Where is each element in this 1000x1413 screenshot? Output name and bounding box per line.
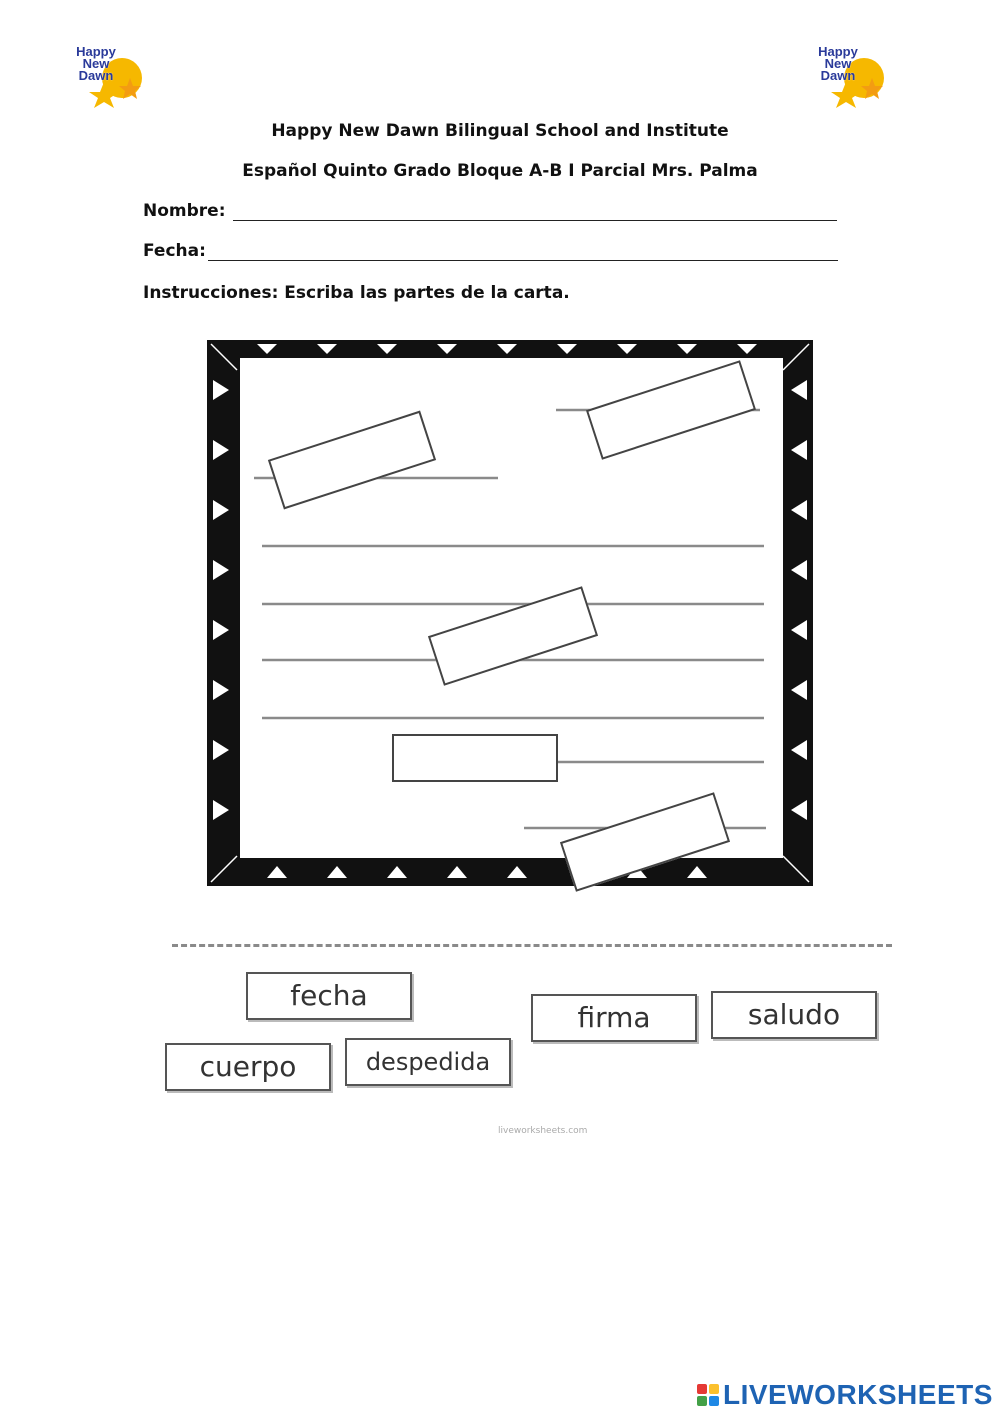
date-line[interactable]: [208, 243, 838, 261]
school-title: Happy New Dawn Bilingual School and Institute: [271, 121, 729, 141]
logo-text-happy: Happy: [76, 44, 116, 59]
word-tile-cuerpo[interactable]: cuerpo: [165, 1043, 331, 1091]
word-tile-saludo[interactable]: saludo: [711, 991, 877, 1039]
liveworksheets-logo-icon: [697, 1384, 719, 1406]
school-logo-right: [806, 42, 886, 112]
letter-frame: [207, 340, 813, 886]
date-label: Fecha:: [143, 241, 206, 261]
logo-text-new: New: [82, 56, 110, 71]
answer-box-4[interactable]: [392, 734, 558, 782]
logo-text-dawn: Dawn: [78, 68, 114, 83]
name-label: Nombre:: [143, 201, 226, 221]
footer-small-text: liveworksheets.com: [498, 1126, 588, 1136]
letter-paper: [240, 358, 783, 858]
liveworksheets-brand[interactable]: [697, 1378, 993, 1412]
subtitle: Español Quinto Grado Bloque A-B I Parcial Mrs. Palma: [242, 161, 758, 181]
logo-text-dawn: Dawn: [820, 68, 856, 83]
word-tile-firma[interactable]: firma: [531, 994, 697, 1042]
instructions: Instrucciones: Escriba las partes de la carta.: [143, 283, 570, 303]
logo-text-happy: Happy: [818, 44, 858, 59]
name-line[interactable]: [233, 203, 837, 221]
logo-text-new: New: [824, 56, 852, 71]
word-tile-fecha[interactable]: fecha: [246, 972, 412, 1020]
brand-name: LIVEWORKSHEETS: [723, 1379, 993, 1410]
school-logo-left: [64, 42, 144, 112]
word-tile-despedida[interactable]: despedida: [345, 1038, 511, 1086]
cut-line: [172, 944, 892, 947]
